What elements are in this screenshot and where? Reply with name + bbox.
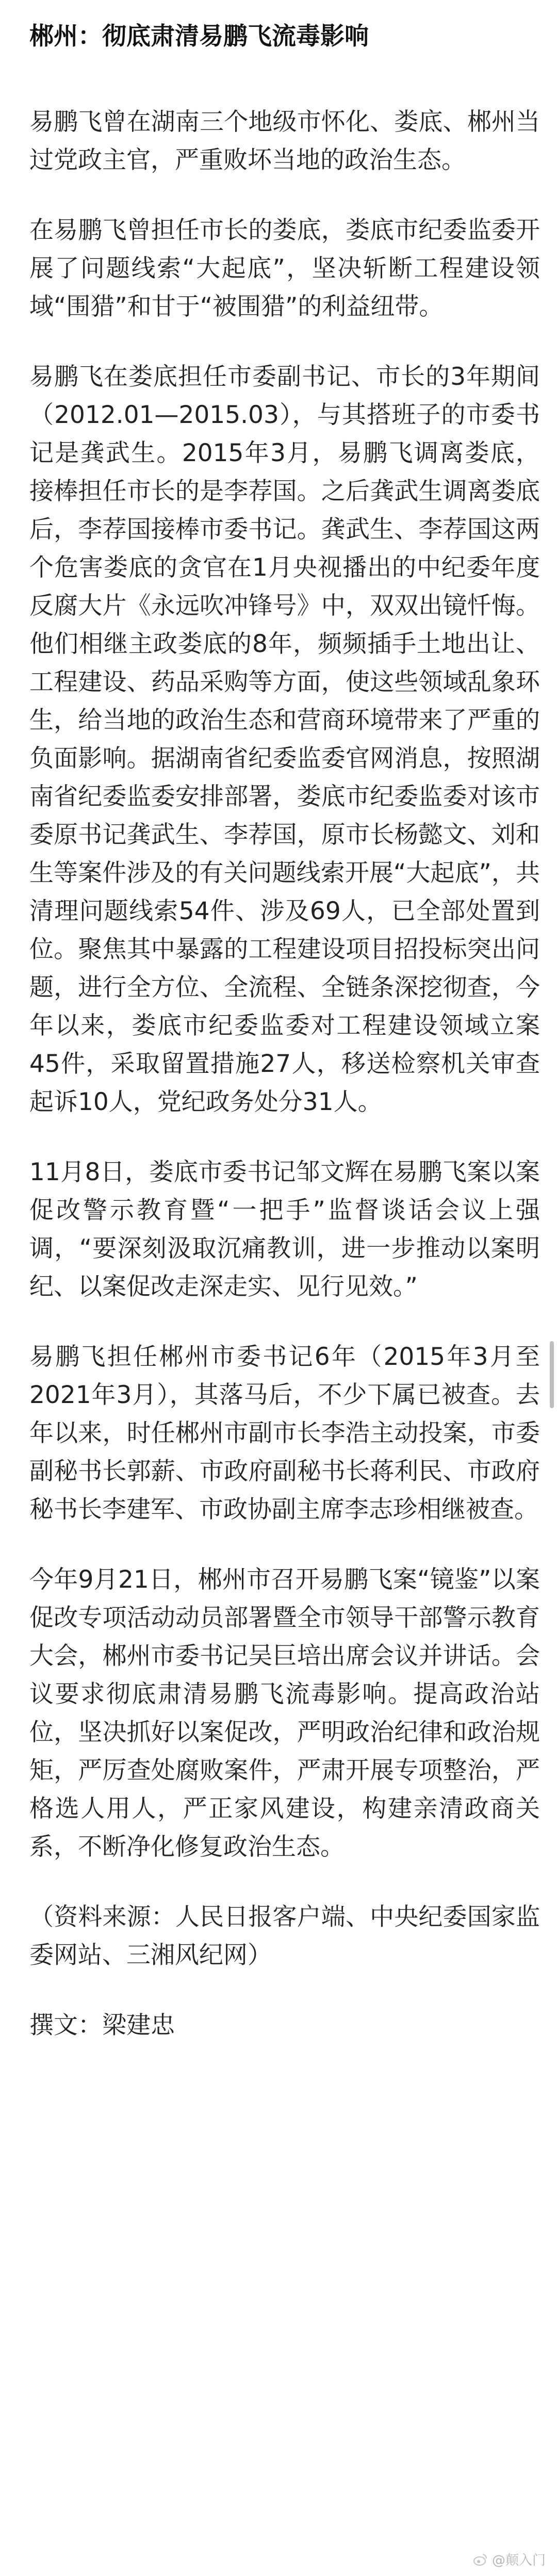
paragraph: 易鹏飞曾在湖南三个地级市怀化、娄底、郴州当过党政主官，严重败坏当地的政治生态。 bbox=[29, 108, 540, 174]
scrollbar[interactable] bbox=[550, 1341, 554, 1408]
source-note: （资料来源：人民日报客户端、中央纪委国家监委网站、三湘风纪网） bbox=[29, 1903, 540, 1969]
author-byline: 撰文：梁建忠 bbox=[29, 2011, 175, 2040]
watermark bbox=[472, 2550, 546, 2569]
paragraph: 11月8日，娄底市委书记邹文辉在易鹏飞案以案促改警示教育暨“一把手”监督谈话会议上强调，“要深刻汲取沉痛教训，进一步推动以案明纪、以案促改走深走实、见行见效。” bbox=[29, 1158, 540, 1301]
weibo-icon bbox=[472, 2552, 488, 2567]
watermark-text: @颠入门 bbox=[492, 2553, 546, 2568]
paragraph: 易鹏飞在娄底担任市委副书记、市长的3年期间（2012.01—2015.03），与其搭班子的市委书记是龚武生。2015年3月，易鹏飞调离娄底，接棒担任市长的是李荐国。之后龚武生调离娄底后，李荐国接棒市委书记。龚武生、李荐国这两个危害娄底的贪官在1月央视播出的中纪委年度反腐大片《永远吹冲锋号》中，双双出镜忏悔。他们相继主政娄底的8年，频频插手土地出让、工程建设、药品采购等方面，使这些领域乱象环生，给当地的政治生态和营商环境带来了严重的负面影响。据湖南省纪委监委官网消息，按照湖南省纪委监委安排部署，娄底市纪委监委对该市委原书记龚武生、李荐国，原市长杨懿文、刘和生等案件涉及的有关问题线索开展“大起底”，共清理问题线索54件、涉及69人，已全部处置到位。聚焦其中暴露的工程建设项目招投标突出问题，进行全方位、全流程、全链条深挖彻查，今年以来，娄底市纪委监委对工程建设领域立案45件，采取留置措施27人，移送检察机关审查起诉10人，党纪政务处分31人。 bbox=[29, 363, 540, 1116]
article-title: 郴州：彻底肃清易鹏飞流毒影响 bbox=[29, 22, 369, 51]
paragraph: 今年9月21日，郴州市召开易鹏飞案“镜鉴”以案促改专项活动动员部署暨全市领导干部警示教育大会，郴州市委书记吴巨培出席会议并讲话。会议要求彻底肃清易鹏飞流毒影响。提高政治站位，坚决抓好以案促改，严明政治纪律和政治规矩，严厉查处腐败案件，严肃开展专项整治，严格选人用人，严正家风建设，构建亲清政商关系，不断净化修复政治生态。 bbox=[29, 1566, 540, 1861]
article bbox=[29, 0, 540, 2045]
paragraph: 易鹏飞担任郴州市委书记6年（2015年3月至2021年3月），其落马后，不少下属已被查。去年以来，时任郴州市副市长李浩主动投案，市委副秘书长郭薪、市政府副秘书长蒋利民、市政府秘书长李建军、市政协副主席李志珍相继被查。 bbox=[29, 1343, 540, 1524]
paragraph: 在易鹏飞曾担任市长的娄底，娄底市纪委监委开展了问题线索“大起底”，坚决斩断工程建设领域“围猎”和甘于“被围猎”的利益纽带。 bbox=[29, 216, 540, 321]
